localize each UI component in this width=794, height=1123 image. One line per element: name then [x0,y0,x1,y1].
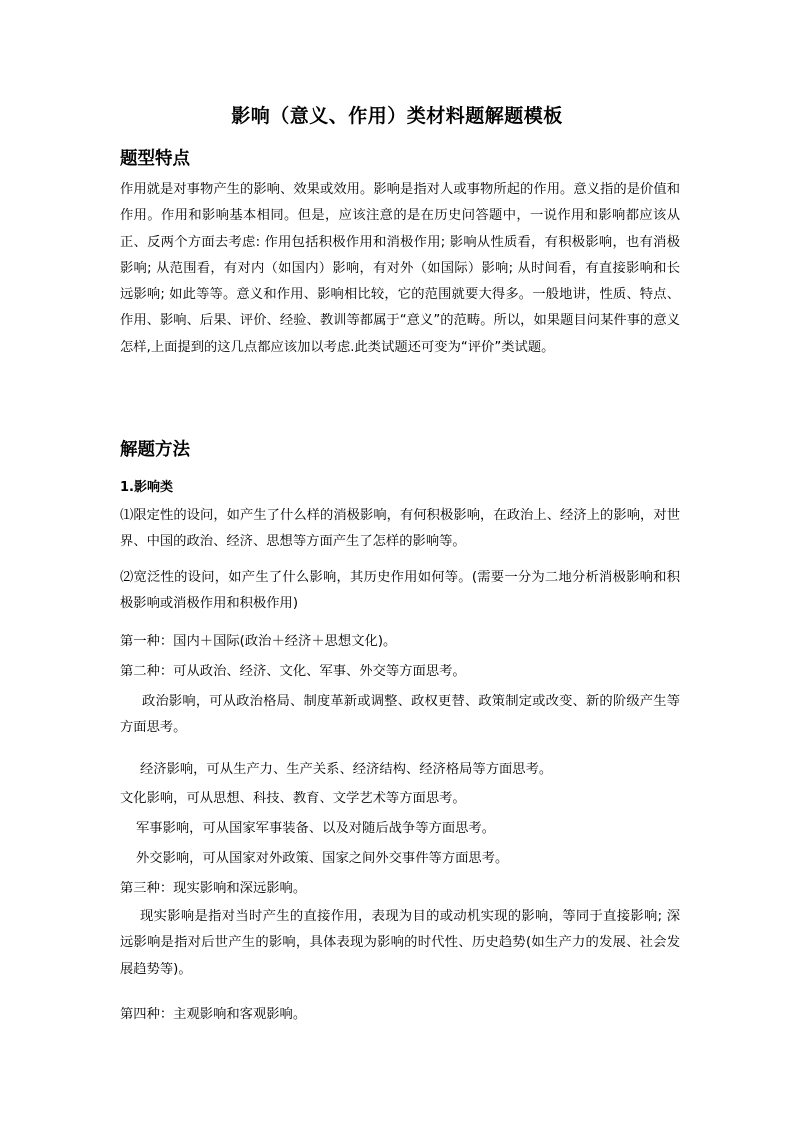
type-two: 第二种：可从政治、经济、文化、军事、外交等方面思考。 [120,664,466,679]
economic-influence: 经济影响，可从生产力、生产关系、经济结构、经济格局等方面思考。 [140,762,553,777]
features-paragraph: 作用就是对事物产生的影响、效果或效用。影响是指对人或事物所起的作用。意义指的是价值和作用。作用和影响基本相同。但是，应该注意的是在历史问答题中，一说作用和影响都应该从正、反两个方面去考虑: 作用包括积极作用和消极作用; 影响从性质看，有积极影响，也有消极影响; 从范围看，有对内（如国内）影响，有对外（如国际）影响; 从时间看，有直接影响和长远影响; 如此等等。意义和作用、影响相比较，它的范围就要大得多。一般地讲，性质、特点、作用、影响、后果、评价、经验、教训等都属于“意义”的范畴。所以，如果题目问某件事的意义怎样,上面提到的这几点都应该加以考虑.此类试题还可变为“评价”类试题。 [120,182,680,355]
diplomatic-influence: 外交影响，可从国家对外政策、国家之间外交事件等方面思考。 [136,851,509,866]
cultural-influence: 文化影响，可从思想、科技、教育、文学艺术等方面思考。 [120,791,466,806]
type-one: 第一种：国内＋国际(政治＋经济＋思想文化)。 [120,634,397,649]
section-heading-features: 题型特点 [120,149,190,169]
item-limited-question: ⑴限定性的设问，如产生了什么样的消极影响，有何积极影响，在政治上、经济上的影响，对世界、中国的政治、经济、思想等方面产生了怎样的影响等。 [120,508,680,550]
item-broad-question: ⑵宽泛性的设问，如产生了什么影响，其历史作用如何等。(需要一分为二地分析消极影响和积极影响或消极作用和积极作用) [120,570,680,612]
document-title: 影响（意义、作用）类材料题解题模板 [231,105,563,127]
political-influence: 政治影响，可从政治格局、制度革新或调整、政权更替、政策制定或改变、新的阶级产生等方面思考。 [120,694,680,736]
type-four: 第四种：主观影响和客观影响。 [120,1007,307,1022]
section-heading-method: 解题方法 [120,440,190,460]
type-three-detail: 现实影响是指对当时产生的直接作用，表现为目的或动机实现的影响，等同于直接影响; 深远影响是指对后世产生的影响，具体表现为影响的时代性、历史趋势(如生产力的发展、社会发展趋势等)。 [120,909,680,977]
subheading-influence: 1.影响类 [120,480,173,495]
military-influence: 军事影响，可从国家军事装备、以及对随后战争等方面思考。 [136,821,496,836]
type-three: 第三种：现实影响和深远影响。 [120,881,307,896]
